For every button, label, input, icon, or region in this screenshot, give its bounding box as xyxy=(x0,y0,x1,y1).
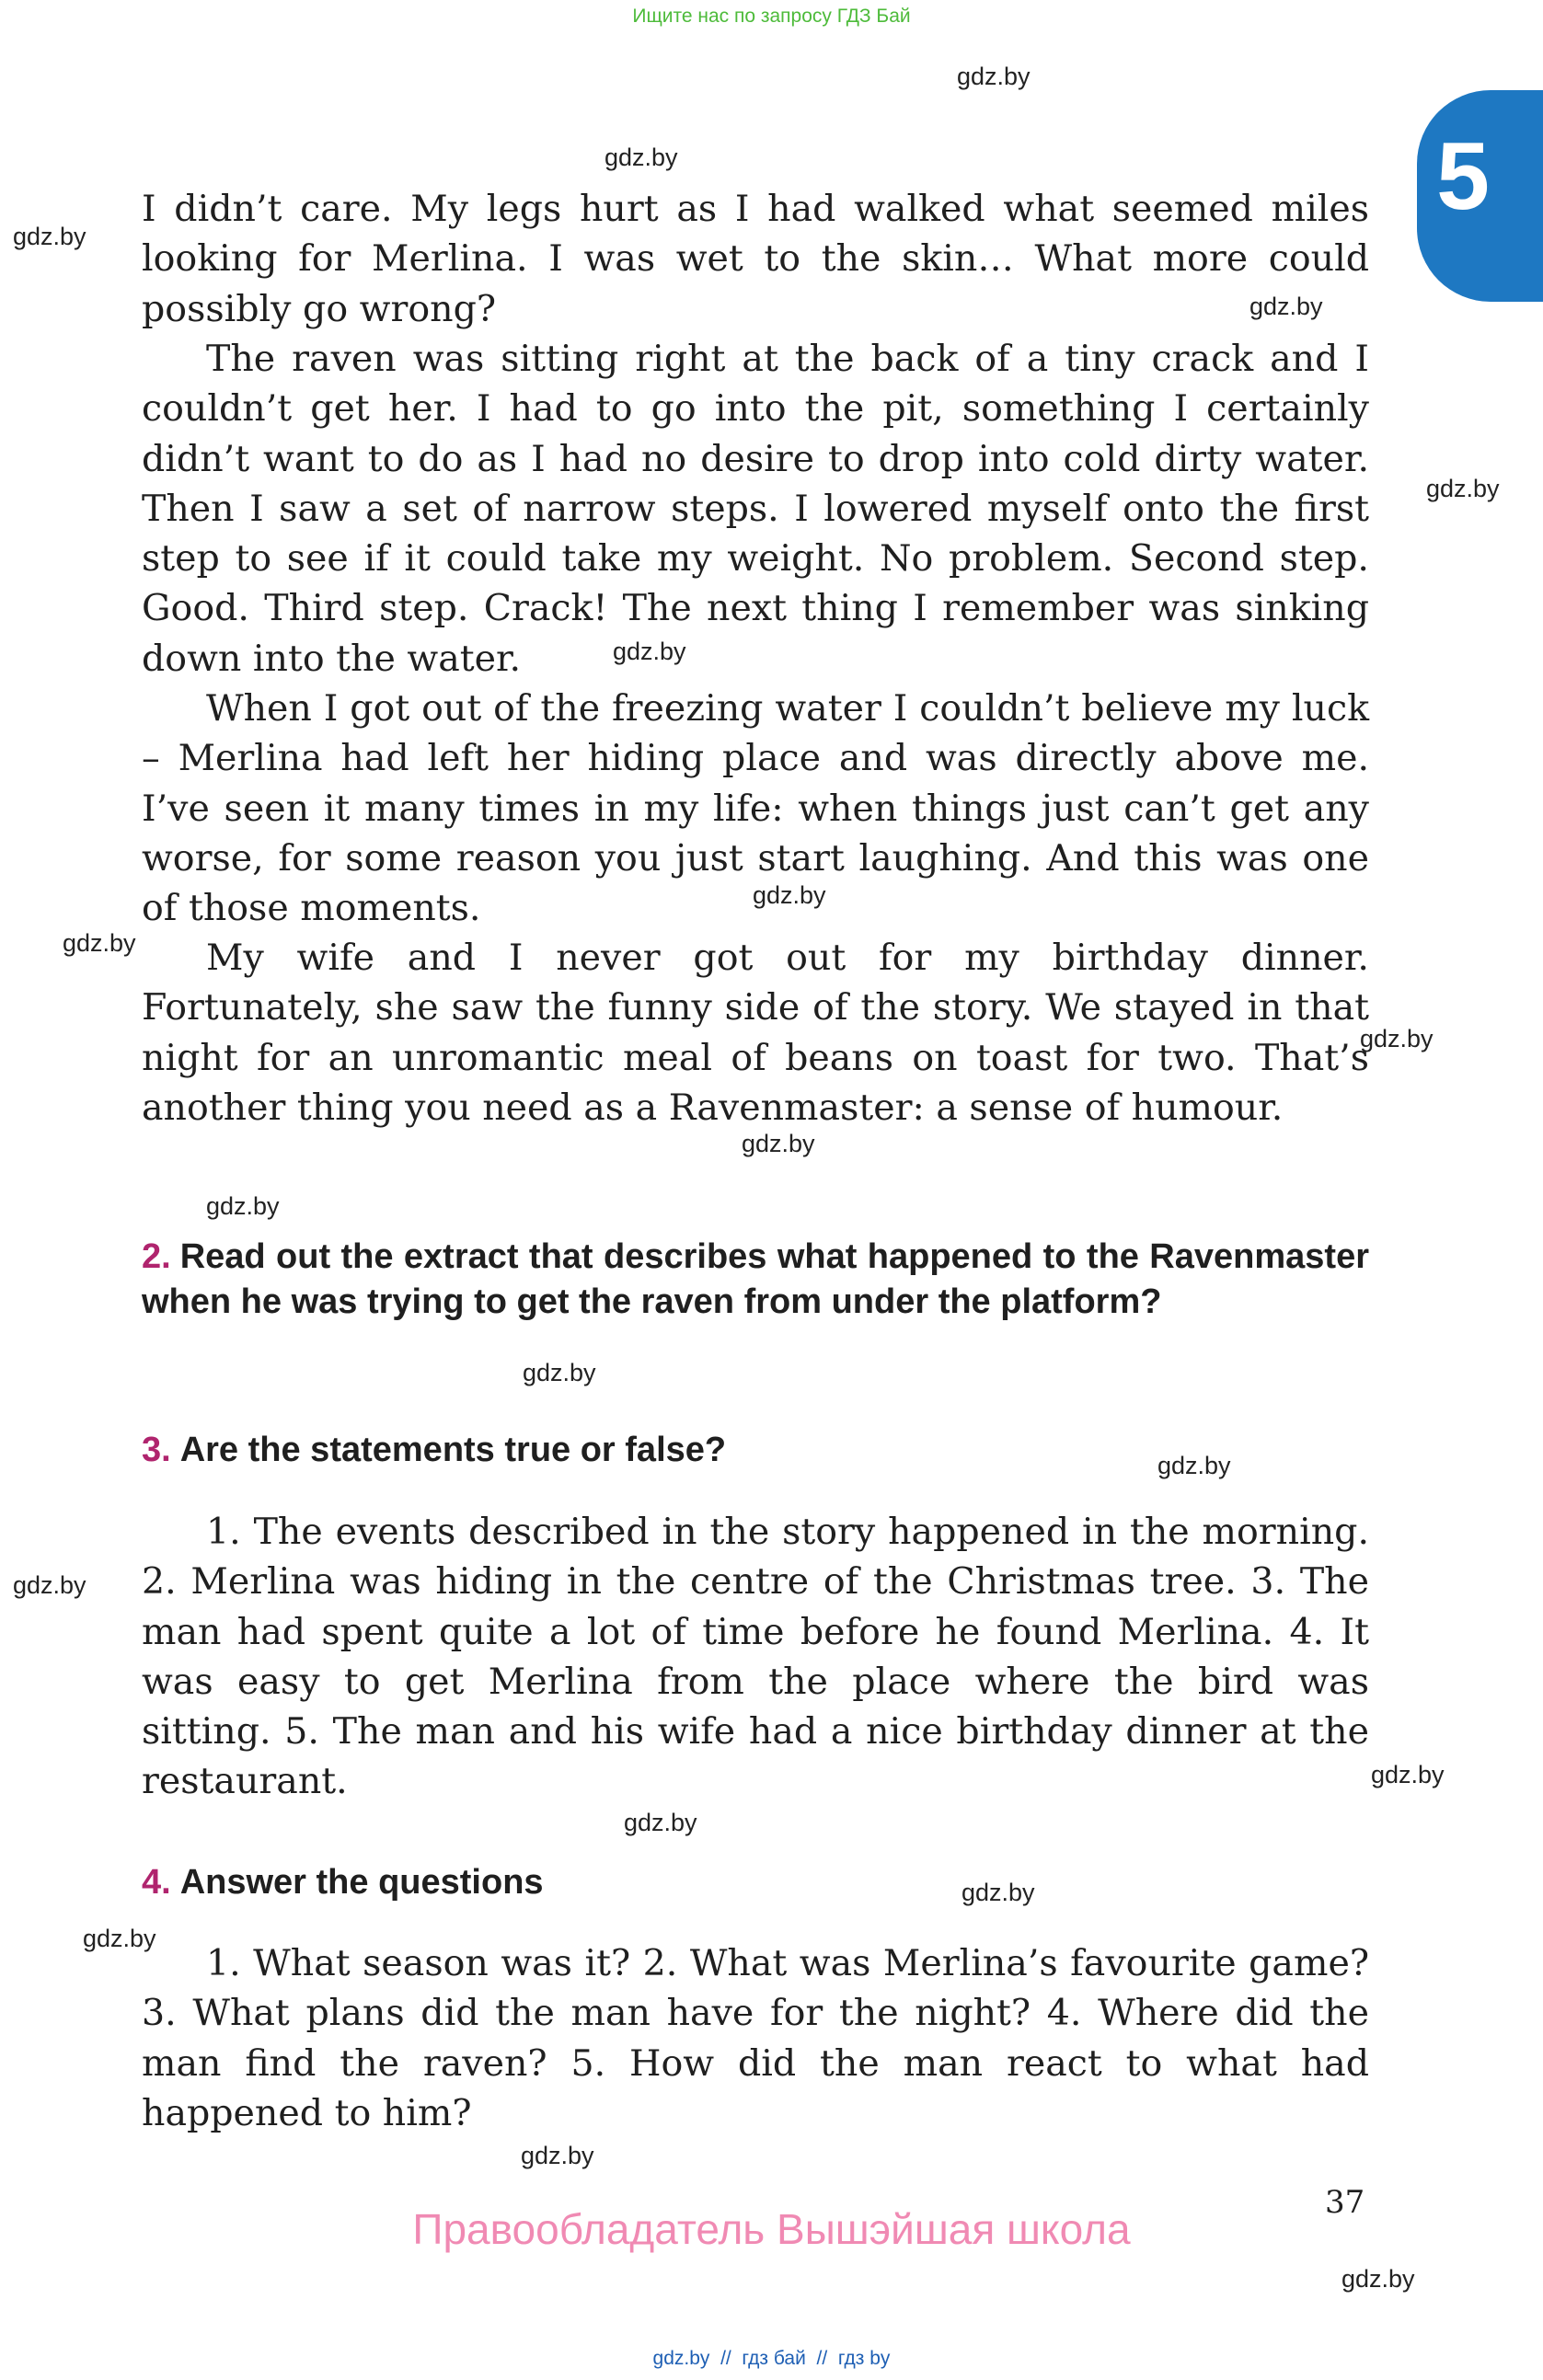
task-4 xyxy=(142,1860,1369,1905)
story-paragraph: My wife and I never got out for my birthday dinner. Fortunately, she saw the funny side of the story. We stayed in that night for an unromantic meal of beans on toast for two. That’s another thing you need as a Ravenmaster: a sense of humour. xyxy=(142,937,1369,1129)
story-paragraph: I didn’t care. My legs hurt as I had walked what seemed miles looking for Merlina. I was wet to the skin… What more could possibly go wrong? xyxy=(142,188,1369,330)
top-note: Ищите нас по запросу ГДЗ Бай xyxy=(632,6,911,27)
task-3-statements: 1. The events described in the story happened in the morning. 2. Merlina was hiding in the centre of the Christmas tree. 3. The man had spent quite a lot of time before he found Merlina. 4. It was easy to get Merlina from the place where the bird was sitting. 5. The man and his wife had a nice birthday dinner at the restaurant. xyxy=(142,1511,1369,1803)
watermark: gdz.by xyxy=(523,1359,596,1386)
watermark: gdz.by xyxy=(1341,2265,1415,2293)
task-title: Read out the extract that describes what happened to the Ravenmaster when he was trying to get the raven from under the platform? xyxy=(142,1237,1369,1321)
watermark: gdz.by xyxy=(742,1130,815,1157)
watermark: gdz.by xyxy=(1426,475,1500,502)
task-number: 2. xyxy=(142,1237,171,1276)
watermark: gdz.by xyxy=(1371,1761,1445,1788)
task-2 xyxy=(142,1235,1369,1325)
task-3 xyxy=(142,1428,1369,1473)
watermark: gdz.by xyxy=(605,144,678,171)
story-paragraph: The raven was sitting right at the back of a tiny crack and I couldn’t get her. I had to go into the pit, something I certainly didn’t want to do as I had no desire to drop into cold dirty water. Then I saw a set of narrow steps. I lowered myself onto the first step to see if it could take my weight. No problem. Second step. Good. Third step. Crack! The next thing I remember was sinking down into the water. xyxy=(142,338,1369,680)
watermark: gdz.by xyxy=(753,881,826,909)
watermark: gdz.by xyxy=(624,1809,697,1836)
watermark: gdz.by xyxy=(613,638,686,665)
watermark: gdz.by xyxy=(961,1879,1035,1906)
watermark: gdz.by xyxy=(1249,293,1323,320)
watermark: gdz.by xyxy=(13,223,86,250)
watermark: gdz.by xyxy=(206,1192,280,1220)
watermark: gdz.by xyxy=(957,63,1031,90)
task-4-questions: 1. What season was it? 2. What was Merlina’s favourite game? 3. What plans did the man have for the night? 4. Where did the man find the raven? 5. How did the man react to what had happened to him? xyxy=(142,1942,1369,2134)
watermark: gdz.by xyxy=(1157,1452,1231,1479)
page-number: 37 xyxy=(1325,2184,1365,2221)
task-title: Answer the questions xyxy=(179,1863,544,1902)
watermark: gdz.by xyxy=(13,1571,86,1599)
watermark: gdz.by xyxy=(1360,1025,1434,1052)
story-paragraph: When I got out of the freezing water I couldn’t believe my luck – Merlina had left her hiding place and was directly above me. I’ve seen it many times in my life: when things just can’t get any worse, for some reason you just start laughing. And this was one of those moments. xyxy=(142,687,1369,930)
watermark: gdz.by xyxy=(63,929,136,957)
unit-number: 5 xyxy=(1436,123,1490,230)
copyright-notice: Правообладатель Вышэйшая школа xyxy=(412,2205,1131,2253)
task-title: Are the statements true or false? xyxy=(179,1431,727,1469)
footer-links: gdz.by // гдз бай // гдз by xyxy=(652,2348,891,2369)
task-number: 4. xyxy=(142,1863,171,1902)
watermark: gdz.by xyxy=(521,2142,594,2169)
task-number: 3. xyxy=(142,1431,171,1469)
watermark: gdz.by xyxy=(83,1925,156,1952)
